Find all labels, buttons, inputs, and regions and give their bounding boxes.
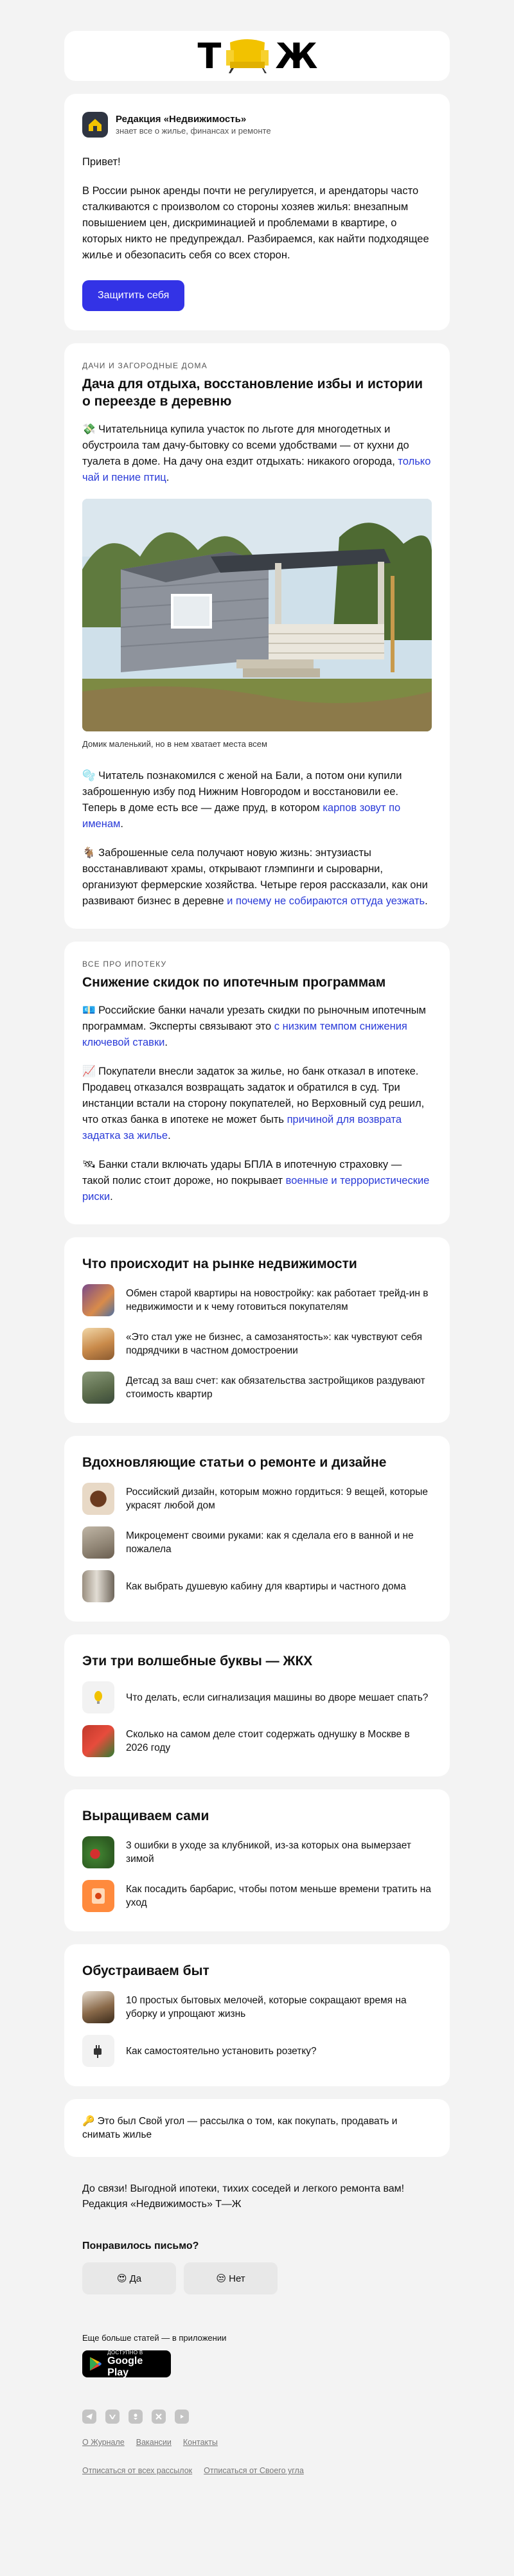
- intro-card: [64, 94, 450, 330]
- section-title: Вдохновляющие статьи о ремонте и дизайне: [82, 1455, 387, 1470]
- google-play-button[interactable]: ДОСТУПНО В Google Play: [82, 2350, 171, 2377]
- list-item[interactable]: Что делать, если сигнализация машины во дворе мешает спать?: [82, 1681, 432, 1713]
- list-item[interactable]: Как самостоятельно установить розетку?: [82, 2035, 432, 2067]
- design-card: [64, 1436, 450, 1622]
- footer-links: [82, 2438, 432, 2447]
- article-thumbnail: [82, 1526, 114, 1559]
- article-thumbnail: [82, 1483, 114, 1515]
- vacancies-link[interactable]: Вакансии: [136, 2438, 172, 2447]
- dacha-link-1[interactable]: только чай и пение птиц: [82, 456, 431, 483]
- section-title: Снижение скидок по ипотечным программам: [82, 975, 386, 990]
- home-card: [64, 1944, 450, 2086]
- dacha-paragraph-1: 💸 Читательница купила участок по льготе для многодетных и обустроила там дачу-бытовку со всеми удобствами — от кухни до туалета в доме. На дачу она ездит отдыхать: никакого огорода, только чай и пение птиц.: [82, 424, 431, 483]
- list-item[interactable]: Как посадить барбарис, чтобы потом меньше времени тратить на уход: [82, 1880, 432, 1912]
- tzh-logo[interactable]: [198, 36, 317, 76]
- avatar: [82, 112, 108, 138]
- youtube-icon[interactable]: [175, 2410, 189, 2424]
- mortgage-card: [64, 942, 450, 1224]
- logo-card: [64, 31, 450, 81]
- signoff: До связи! Выгодной ипотеки, тихих соседей и легкого ремонта вам! Редакция «Недвижимость» Т—Ж: [82, 2183, 405, 2210]
- section-title: Дача для отдыха, восстановление избы и истории о переезде в деревню: [82, 377, 423, 409]
- list-item[interactable]: Микроцемент своими руками: как я сделала его в ванной и не пожалела: [82, 1526, 432, 1559]
- telegram-icon[interactable]: [82, 2410, 96, 2424]
- mortgage-paragraph-3: 🛰 Банки стали включать удары БПЛА в ипотечную страховку — такой полис стоит дороже, но покрывает военные и террористические риски.: [82, 1159, 430, 1203]
- protect-yourself-button[interactable]: Защитить себя: [82, 280, 184, 311]
- intro-body: В России рынок аренды почти не регулируется, и арендаторы часто сталкиваются с произволом со стороны хозяев жилья: внезапным повышением цен, дискриминацией и проблемами в квартире, о которых никто не предупреждал. Разбираемся, как найти подходящее жилье и обезопасить себя со всех сторон.: [82, 185, 429, 261]
- section-title: Что происходит на рынке недвижимости: [82, 1257, 357, 1271]
- article-thumbnail: [82, 1328, 114, 1360]
- mortgage-paragraph-2: 📈 Покупатели внесли задаток за жилье, но банк отказал в ипотеке. Продавец отказался возвращать задаток и обратился в суд. Три инстанции встали на сторону покупателей, но Верховный суд решил, что отказ банка в ипотеке не может быть причиной для возврата задатка за жилье.: [82, 1066, 425, 1141]
- dacha-card: [64, 343, 450, 929]
- greeting: Привет!: [82, 156, 121, 168]
- section-eyebrow: ВСЕ ПРО ИПОТЕКУ: [82, 960, 167, 969]
- section-title: Выращиваем сами: [82, 1809, 209, 1823]
- article-thumbnail: [82, 1725, 114, 1757]
- dacha-link-2[interactable]: карпов зовут по именам: [82, 802, 401, 830]
- unsubscribe-newsletter-link[interactable]: Отписаться от Своего угла: [204, 2466, 304, 2475]
- footer: [64, 2170, 450, 2475]
- about-link[interactable]: О Журнале: [82, 2438, 125, 2447]
- dacha-paragraph-3: 🐐 Заброшенные села получают новую жизнь: энтузиасты восстанавливают храмы, открывают глэмпинги и сыроварни, организуют фермерские хозяйства. Четыре героя рассказали, как они развивают бизнес в деревне и почему не собираются оттуда уезжать.: [82, 847, 428, 907]
- dacha-link-3[interactable]: и почему не собираются оттуда уезжать: [227, 895, 425, 907]
- grow-card: [64, 1789, 450, 1931]
- rating-buttons: [82, 2262, 432, 2294]
- bell-icon: [93, 1690, 103, 1704]
- article-thumbnail: [82, 1880, 114, 1912]
- rate-no-button[interactable]: 😒 Нет: [184, 2262, 278, 2294]
- x-icon[interactable]: [152, 2410, 166, 2424]
- article-thumbnail: [82, 2035, 114, 2067]
- dacha-paragraph-2: 🫧 Читатель познакомился с женой на Бали, а потом они купили заброшенную избу под Нижним Новгородом и восстановили ее. Теперь в доме есть все — даже пруд, в котором карпов зовут по именам.: [82, 770, 402, 830]
- mortgage-link-1[interactable]: с низким темпом снижения ключевой ставки: [82, 1021, 407, 1048]
- section-eyebrow: ДАЧИ И ЗАГОРОДНЫЕ ДОМА: [82, 361, 208, 370]
- odnoklassniki-icon[interactable]: [128, 2410, 143, 2424]
- list-item[interactable]: «Это стал уже не бизнес, а самозанятость»: как чувствуют себя подрядчики в частном домостроении: [82, 1328, 432, 1360]
- logo-letter-zh: Ж: [275, 35, 317, 76]
- unsubscribe-links: [82, 2466, 432, 2475]
- rate-yes-button[interactable]: 😍 Да: [82, 2262, 176, 2294]
- article-thumbnail: [82, 1681, 114, 1713]
- author-subtitle: знает все о жилье, финансах и ремонте: [116, 125, 271, 136]
- yellow-chair-icon: [224, 37, 271, 75]
- article-thumbnail: [82, 1372, 114, 1404]
- section-title: Эти три волшебные буквы — ЖКХ: [82, 1654, 313, 1668]
- market-card: [64, 1237, 450, 1423]
- list-item[interactable]: Как выбрать душевую кабину для квартиры и частного дома: [82, 1570, 432, 1602]
- author-name: Редакция «Недвижимость»: [116, 113, 247, 125]
- article-thumbnail: [82, 1836, 114, 1868]
- contacts-link[interactable]: Контакты: [182, 2438, 218, 2447]
- article-thumbnail: [82, 1570, 114, 1602]
- author-block: [82, 112, 432, 138]
- list-item[interactable]: 10 простых бытовых мелочей, которые сокращают время на уборку и упрощают жизнь: [82, 1991, 432, 2023]
- list-item[interactable]: Российский дизайн, которым можно гордиться: 9 вещей, которые украсят любой дом: [82, 1483, 432, 1515]
- list-item[interactable]: 3 ошибки в уходе за клубникой, из-за которых она вымерзает зимой: [82, 1836, 432, 1868]
- vk-icon[interactable]: [105, 2410, 120, 2424]
- google-play-icon: [89, 2356, 102, 2372]
- list-item[interactable]: Детсад за ваш счет: как обязательства застройщиков раздувают стоимость квартир: [82, 1372, 432, 1404]
- list-item[interactable]: Обмен старой квартиры на новостройку: как работает трейд-ин в недвижимости и к чему готовиться покупателям: [82, 1284, 432, 1316]
- mortgage-link-3[interactable]: военные и террористические риски: [82, 1175, 430, 1203]
- newsletter-tagline: 🔑 Это был Свой угол — рассылка о том, как покупать, продавать и снимать жилье: [82, 2116, 398, 2140]
- photo-caption: Домик маленький, но в нем хватает места всем: [82, 739, 267, 749]
- section-title: Обустраиваем быт: [82, 1963, 209, 1978]
- app-note: Еще больше статей — в приложении: [82, 2333, 227, 2343]
- list-item[interactable]: Сколько на самом деле стоит содержать однушку в Москве в 2026 году: [82, 1725, 432, 1757]
- zhkh-card: [64, 1634, 450, 1776]
- cabin-photo[interactable]: [82, 499, 432, 731]
- unsubscribe-all-link[interactable]: Отписаться от всех рассылок: [82, 2466, 193, 2475]
- article-thumbnail: [82, 1991, 114, 2023]
- logo-letter-t: Т: [197, 35, 220, 76]
- mortgage-link-2[interactable]: причиной для возврата задатка за жилье: [82, 1114, 402, 1141]
- tagline-card: [64, 2099, 450, 2157]
- plug-icon: [91, 2043, 106, 2059]
- social-links: [82, 2410, 432, 2424]
- mortgage-paragraph-1: 💶 Российские банки начали урезать скидки по рыночным ипотечным программам. Эксперты связывают это с низким темпом снижения ключевой ставки.: [82, 1005, 427, 1048]
- rating-title: Понравилось письмо?: [82, 2241, 199, 2251]
- article-thumbnail: [82, 1284, 114, 1316]
- cabin-image: [82, 499, 432, 731]
- house-icon: [87, 116, 103, 133]
- seed-packet-icon: [90, 1886, 107, 1906]
